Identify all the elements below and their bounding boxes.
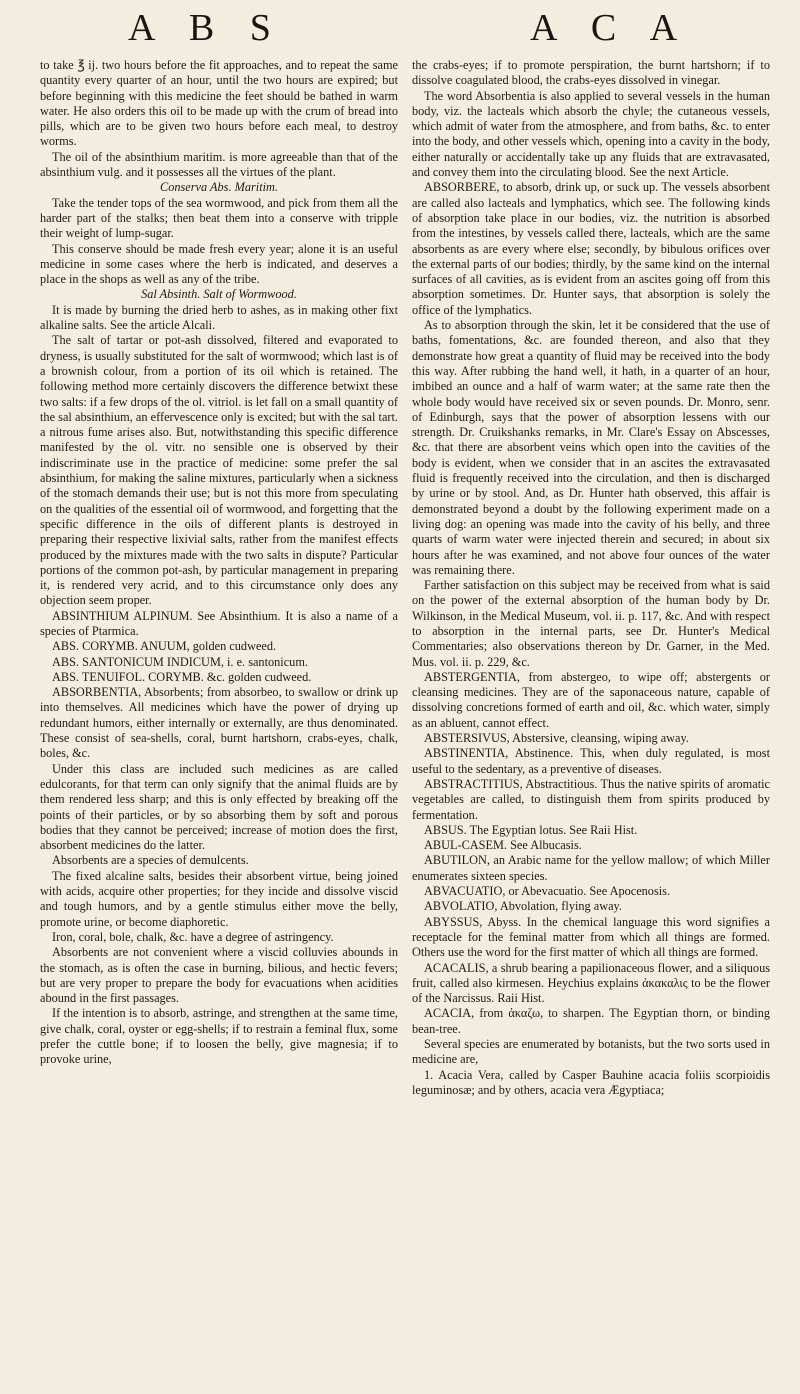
paragraph: This conserve should be made fresh every year; alone it is an useful medicine in some cases where the herb is indicated, and deserves a place in the shops as well as any of the tribe. xyxy=(40,241,398,287)
paragraph: Take the tender tops of the sea wormwood, and pick from them all the harder part of the stalks; then beat them into a conserve with tripple their weight of lump-sugar. xyxy=(40,195,398,241)
paragraph: ABSTRACTITIUS, Abstractitious. Thus the native spirits of aromatic vegetables are called, to distinguish them from spirits produced by fermentation. xyxy=(412,776,770,822)
paragraph: ABSINTHIUM ALPINUM. See Absinthium. It is also a name of a species of Ptarmica. xyxy=(40,608,398,638)
paragraph: ABS. CORYMB. ANUUM, golden cudweed. xyxy=(52,639,277,654)
paragraph: As to absorption through the skin, let it be considered that the use of baths, fomentations, &c. are founded thereon, and also that they demonstrate how great a quantity of fluid may be received into the body this way. After rubbing the hand well, it hath, in a quarter of an hour, imbibed an ounce and a half of warm water; at the same rate then the whole body would have received six or seven pounds. Dr. Monro, senr. of Edinburgh, says that the power of absorption lessens with our strength. Dr. Cruikshanks remarks, in Mr. Clare's Essay on Abscesses, &c. that there are absorbent veins which open into the cavities of the body is evident, when we consider that in an ascites the extravasated fluid is frequently received into the circulation, and then is discharged by urine or by stool. And, as Dr. Hunter hath observed, this affair is demonstrated beyond a doubt by the following experiment made on a living dog: an opening was made into the cavity of his belly, and three quarts of warm water were injected therein and secured; in about six hours after he was examined, and not above four ounces of the water was remaining there. xyxy=(412,318,770,577)
paragraph: ABS. SANTONICUM INDICUM, i. e. santonicum. xyxy=(52,654,308,669)
paragraph: The oil of the absinthium maritim. is more agreeable than that of the absinthium vulg. and it possesses all the virtues of the plant. xyxy=(40,149,398,180)
paragraph: ABSTERGENTIA, from abstergeo, to wipe off; abstergents or cleansing medicines. They are of the saponaceous nature, capable of dissolving concretions formed of earth and oil, &c. which water, simply as an abluent, cannot effect. xyxy=(412,669,770,730)
paragraph: ABSTINENTIA, Abstinence. This, when duly regulated, is most useful to the sedentary, as a preventive of diseases. xyxy=(412,746,770,776)
paragraph: ABUL-CASEM. See Albucasis. xyxy=(424,838,582,853)
paragraph: The fixed alcaline salts, besides their absorbent virtue, being joined with acids, acquire other properties; for they incide and dissolve viscid and tough humors, and by a gentle stimulus either move the belly, promote urine, or become diaphoretic. xyxy=(40,868,398,929)
left-column xyxy=(40,58,398,1068)
paragraph: ABUTILON, an Arabic name for the yellow mallow; of which Miller enumerates sixteen species. xyxy=(412,853,770,883)
paragraph: Sal Absinth. Salt of Wormwood. xyxy=(141,287,297,302)
paragraph: ABSTERSIVUS, Abstersive, cleansing, wiping away. xyxy=(424,731,689,746)
paragraph: to take ℥ ij. two hours before the fit approaches, and to repeat the same quantity every quarter of an hour, until the two hours are expired; but before beginning with this medicine the feet should be bathed in warm water. He also orders this oil to be made up with the crum of bread into pills, which are to be given two hours before each meal, to destroy worms. xyxy=(40,58,398,149)
running-head-right: A C A xyxy=(530,7,691,49)
running-head-left: A B S xyxy=(128,7,284,49)
paragraph: It is made by burning the dried herb to ashes, as in making other fixt alkaline salts. See the article Alcali. xyxy=(40,302,398,333)
paragraph: ABS. TENUIFOL. CORYMB. &c. golden cudweed. xyxy=(52,669,312,684)
paragraph: the crabs-eyes; if to promote perspiration, the burnt hartshorn; if to dissolve coagulated blood, the crabs-eyes dissolved in vinegar. xyxy=(412,58,770,88)
paragraph: ABSORBERE, to absorb, drink up, or suck up. The vessels absorbent are called also lacteals and lymphatics, which see. The following kinds of absorption take place in our bodies, viz. the nutrition is absorbed from the intestines, by vessels called there, lacteals, which are the same absorbents as are every where else; secondly, by bibulous orifices over the external parts of our bodies; thirdly, by the same kind on the internal surfaces of all cavities, as is evident from an ascites going off from this absorption sometimes. Dr. Hunter says, that absorption is solely the office of the lymphatics. xyxy=(412,180,770,317)
paragraph: The salt of tartar or pot-ash dissolved, filtered and evaporated to dryness, is usually substituted for the salt of wormwood; which last is of a brownish colour, from a portion of its oil which is retained. The following method more certainly discovers the difference betwixt these two salts: if a few drops of the ol. vitriol. is let fall on a small quantity of the sal absinthium, an effervescence only is excited; but with the sal tart. a nitrous fume arises also. But, notwithstanding this specific difference manifested by the ol. vitr. no sensible one is observed by their indiscriminate use in the practice of medicine: some prefer the sal absinthium, for making the saline mixtures, particularly when a sickness of the stomach demands their use; but is not this more from speculating on the qualities of the essential oil of wormwood, and forgetting that the specific difference in the oils of different plants is destroyed in preparing their respective lixivial salts, rather from the manifest effects produced by the mixtures made with the two salts in dispute? Particular portions of the common pot-ash, by particular management in preparing it, is rendered very acrid, and to this circumstance only does any objection seem proper. xyxy=(40,333,398,608)
paragraph: Under this class are included such medicines as are called edulcorants, for that term can only signify that the animal fluids are by them rendered less sharp; and this is only effected by breaking off the points of their particles, or by so absorbing them by soft and porous bodies that they cannot be perceived; increase of motion does the first, absorbent medicines do the latter. xyxy=(40,761,398,853)
paragraph: ABSUS. The Egyptian lotus. See Raii Hist. xyxy=(424,822,638,837)
paragraph: The word Absorbentia is also applied to several vessels in the human body, viz. the lacteals which absorb the chyle; the cutaneous vessels, which admit of water from the atmosphere, and from baths, &c. to enter into the body, and other vessels which, opening into a cavity in the body, either naturally or accidentally take up any fluids that are extravasated, and convey them into the circulating blood. See the next Article. xyxy=(412,88,770,180)
paragraph: Several species are enumerated by botanists, but the two sorts used in medicine are, xyxy=(412,1037,770,1067)
page-header xyxy=(0,6,800,56)
paragraph: Absorbents are not convenient where a viscid colluvies abounds in the stomach, as is often the case in burning, bilious, and hectic fevers; but are very proper to prepare the body for evacuations when acidities abound in the first passages. xyxy=(40,945,398,1006)
paragraph: If the intention is to absorb, astringe, and strengthen at the same time, give chalk, coral, oyster or egg-shells; if to restrain a feminal flux, some prefer the cuttle bone; if to loosen the belly, give magnesia; if to provoke urine, xyxy=(40,1006,398,1067)
right-column xyxy=(412,58,770,1098)
paragraph: Iron, coral, bole, chalk, &c. have a degree of astringency. xyxy=(52,929,334,944)
paragraph: ABSORBENTIA, Absorbents; from absorbeo, to swallow or drink up into themselves. All medicines which have the power of drying up redundant humors, either internally or externally, are thus denominated. These consist of sea-shells, coral, burnt hartshorn, crabs-eyes, chalk, boles, &c. xyxy=(40,685,398,761)
paragraph: ACACALIS, a shrub bearing a papilionaceous flower, and a siliquous fruit, called also kirmesen. Heychius explains ἀκακαλις to be the flower of the Narcissus. Raii Hist. xyxy=(412,960,770,1006)
paragraph: ACACIA, from ἀκαζω, to sharpen. The Egyptian thorn, or binding bean-tree. xyxy=(412,1006,770,1036)
paragraph: ABVOLATIO, Abvolation, flying away. xyxy=(424,899,622,914)
paragraph: ABVACUATIO, or Abevacuatio. See Apocenosis. xyxy=(424,884,671,899)
paragraph: ABYSSUS, Abyss. In the chemical language this word signifies a receptacle for the feminal matter from which all things are formed. Others use the word for the first matter of which all things are formed. xyxy=(412,914,770,960)
paragraph: Conserva Abs. Maritim. xyxy=(160,180,278,195)
paragraph: Farther satisfaction on this subject may be received from what is said on the power of the external absorption of the human body by Dr. Wilkinson, in the Medical Museum, vol. ii. p. 117, &c. And with respect to absorption in the internal parts, see Dr. Hunter's Medical Commentaries; also observations thereon by Dr. Garner, in the Med. Mus. vol. ii. p. 229, &c. xyxy=(412,578,770,669)
paragraph: 1. Acacia Vera, called by Casper Bauhine acacia foliis scorpioidis leguminosæ; and by others, acacia vera Ægyptiaca; xyxy=(412,1067,770,1097)
paragraph: Absorbents are a species of demulcents. xyxy=(52,853,249,868)
